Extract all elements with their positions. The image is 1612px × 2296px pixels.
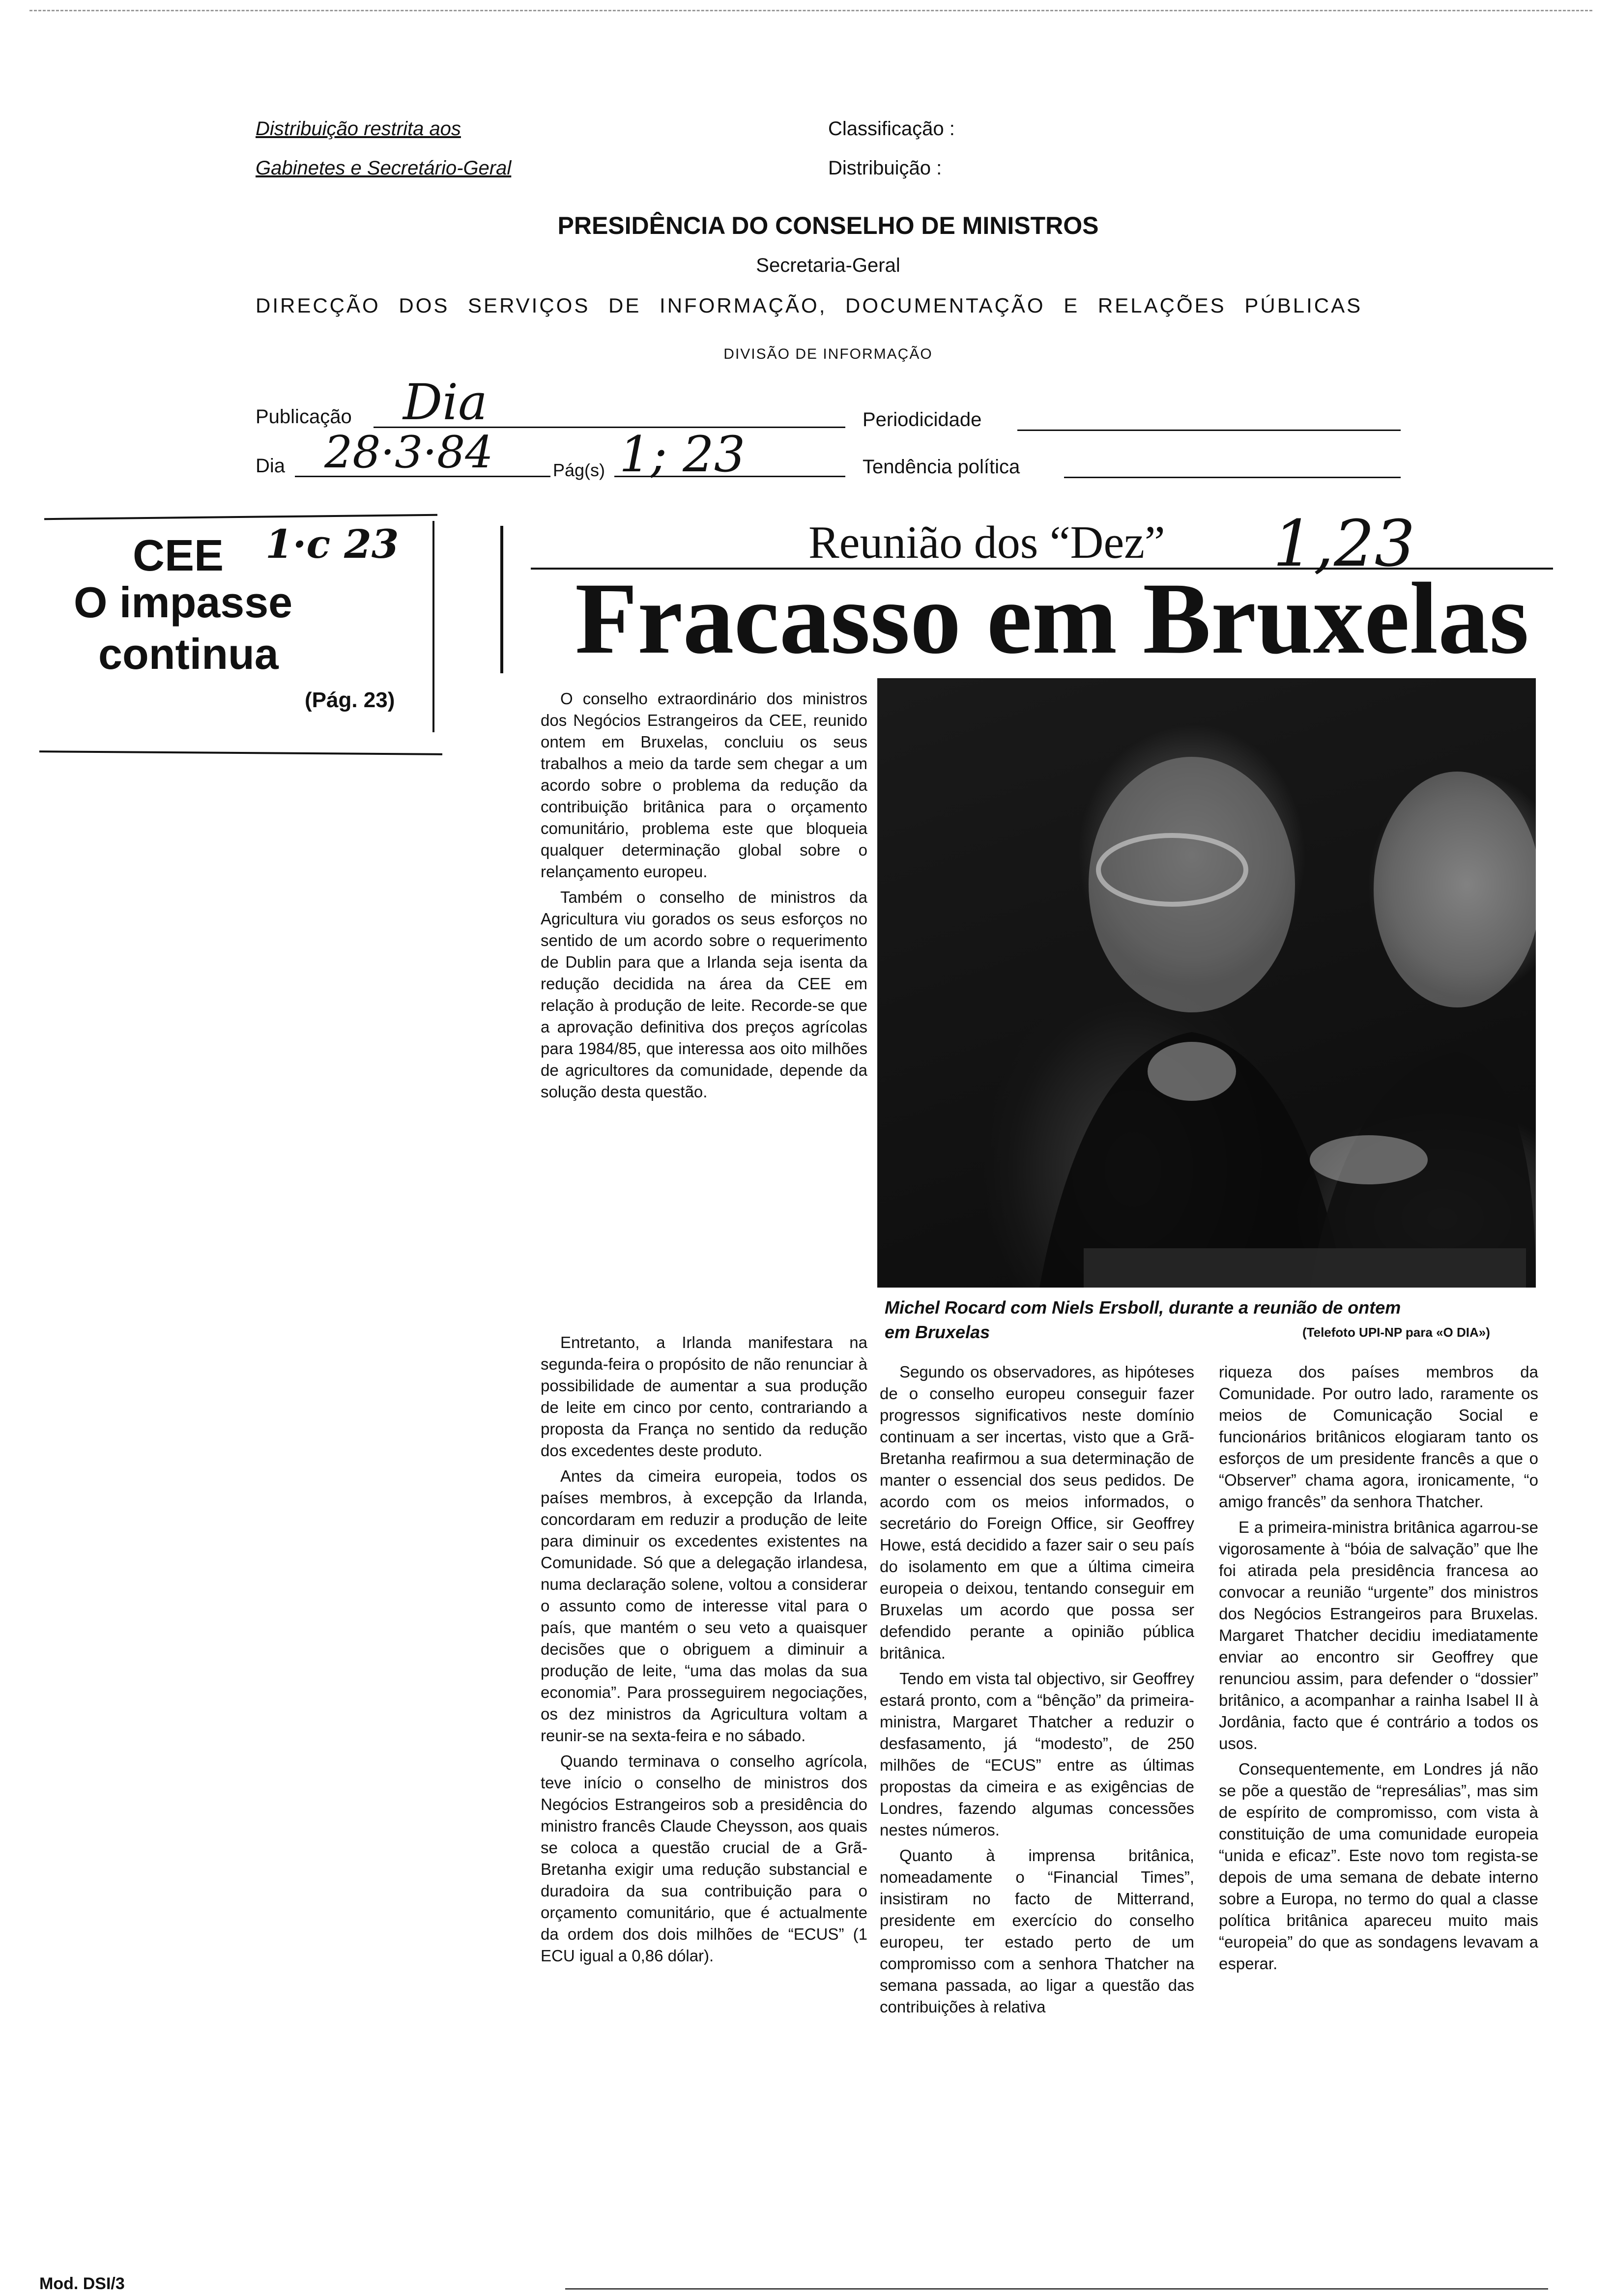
article-left-rule (500, 526, 503, 673)
kicker-hand-note: 1,23 (1273, 506, 1415, 581)
photo-caption-line1: Michel Rocard com Niels Ersboll, durante a reunião de ontem (885, 1297, 1401, 1318)
photo-figures (877, 678, 1536, 1288)
col2-paragraph-3: Quando terminava o conselho agrícola, teve início o conselho de ministros dos Negócios Estrangeiros sob a presidência do ministro francês Claude Cheysson, aos quais se coloca a questão crucial de a Grã-Bretanha exigir uma redução substancial e duradoira da sua contribuição para o orçamento comunitário, que é actualmente da ordem dos dois milhões de “ECUS” (1 ECU igual a 0,86 dólar). (541, 1752, 867, 1965)
sidebar-line1: CEE (133, 531, 224, 580)
article-column-3 (880, 1361, 1194, 2022)
form-code: Mod. DSI/3 (39, 2274, 125, 2293)
directorate: DIRECÇÃO DOS SERVIÇOS DE INFORMAÇÃO, DOCUMENTAÇÃO E RELAÇÕES PÚBLICAS (256, 294, 1363, 317)
bottom-border (565, 2288, 1548, 2290)
pages-value: 1; 23 (619, 426, 746, 483)
sidebar-right-rule (432, 521, 434, 732)
article-column-2 (541, 1332, 867, 1971)
col4-paragraph-3: Consequentemente, em Londres já não se põe a questão de “represálias”, mas sim de espírito de compromisso, com vista à constituição de uma comunidade europeia “unida e eficaz”. Este novo tom regista-se depois de uma semana de debate interno sobre a Europa, no termo do qual a classe política britânica apareceu muito mais “europeia” do que as sondagens levavam a esperar. (1219, 1760, 1538, 1973)
col3-paragraph-3: Quanto à imprensa britânica, nomeadamente o “Financial Times”, insistiram no facto de Mitterrand, presidente em exercício do conselho europeu, ter estado perto de um compromisso com a senhora Thatcher na semana passada, ao ligar a questão das contribuições à relativa (880, 1846, 1194, 2016)
sidebar-line2: O impasse (74, 578, 293, 627)
col3-paragraph-1: Segundo os observadores, as hipóteses de o conselho europeu conseguir fazer progressos significativos neste domínio continuam a ser incertas, visto que a Grã-Bretanha reafirmou a sua determinação de manter o essencial dos seus pedidos. De acordo com os meios informados, o secretário do Foreign Office, sir Geoffrey Howe, está decidido a fazer sair o seu país do isolamento em que a última cimeira europeia o deixou, tentando conseguir em Bruxelas um acordo que possa ser defendido perante a opinião pública britânica. (880, 1363, 1194, 1662)
col4-paragraph-1: riqueza dos países membros da Comunidade. Por outro lado, raramente os meios de Comunicação Social e funcionários britânicos elogiaram tanto os esforços de um presidente francês a que o “Observer” chama agora, ironicamente, “o amigo francês” da senhora Thatcher. (1219, 1363, 1538, 1511)
col4-paragraph-2: E a primeira-ministra britânica agarrou-se vigorosamente à “bóia de salvação” que lhe foi atirada pela presidência francesa ao convocar a reunião “urgente” dos ministros dos Negócios Estrangeiros para Bruxelas. Margaret Thatcher decidiu imediatamente enviar ao encontro sir Geoffrey que renunciou assim, para defender o “dossier” britânico, a acompanhar a rainha Isabel II à Jordânia, facto que é contrário a todos os usos. (1219, 1518, 1538, 1752)
division: DIVISÃO DE INFORMAÇÃO (723, 346, 933, 362)
article-kicker: Reunião dos “Dez” (808, 517, 1165, 568)
periodicity-label: Periodicidade (863, 409, 982, 430)
periodicity-line (1017, 430, 1401, 431)
sidebar-top-rule (44, 514, 437, 520)
tendency-line (1064, 477, 1401, 478)
article-headline: Fracasso em Bruxelas (575, 562, 1529, 675)
distribution-restriction-line1: Distribuição restrita aos (256, 118, 461, 140)
day-label: Dia (256, 455, 286, 477)
photo-credit: (Telefoto UPI-NP para «O DIA») (1302, 1325, 1490, 1340)
org-title: PRESIDÊNCIA DO CONSELHO DE MINISTROS (557, 212, 1099, 239)
distribution-label: Distribuição : (828, 157, 942, 179)
col1-paragraph-2: Também o conselho de ministros da Agricultura viu gorados os seus esforços no sentido de um acordo sobre o requerimento de Dublin para que a Irlanda seja isenta da redução decidida na área da CEE em relação à produção de leite. Recorde-se que a aprovação definitiva dos preços agrícolas para 1984/85, que interessa aos oito milhões de agricultores da comunidade, depende da solução desta questão. (541, 888, 867, 1101)
tendency-label: Tendência política (863, 456, 1020, 478)
classification-label: Classificação : (828, 118, 955, 140)
top-border (29, 10, 1592, 11)
secretariat: Secretaria-Geral (756, 255, 900, 276)
col3-paragraph-2: Tendo em vista tal objectivo, sir Geoffrey estará pronto, com a “bênção” da primeira-ministra, Margaret Thatcher a reduzir o desfasamento, já “modesto”, de 250 milhões de “ECUS” entre as últimas propostas da cimeira e as exigências de Londres, fazendo algumas concessões nestes números. (880, 1669, 1194, 1839)
publication-label: Publicação (256, 406, 352, 428)
publication-value: Dia (403, 373, 488, 431)
day-value: 28·3·84 (324, 427, 493, 478)
sidebar-page-ref: (Pág. 23) (305, 688, 395, 712)
sidebar-box (44, 521, 432, 752)
sidebar-line3: continua (98, 630, 279, 678)
news-photo (877, 678, 1536, 1288)
article-column-1 (541, 688, 867, 1107)
photo-caption-line2: em Bruxelas (885, 1322, 990, 1342)
col2-paragraph-1: Entretanto, a Irlanda manifestara na segunda-feira o propósito de não renunciar à possibilidade de aumentar a sua produção de leite em cinco por cento, contrariando a proposta da França no sentido da redução dos excedentes deste produto. (541, 1333, 867, 1460)
col1-paragraph-1: O conselho extraordinário dos ministros dos Negócios Estrangeiros da CEE, reunido ontem em Bruxelas, concluiu os seus trabalhos a meio da tarde sem chegar a um acordo sobre o problema da redução da contribuição britânica para o orçamento comunitário, problema este que bloqueia qualquer determinação global sobre o relançamento europeu. (541, 689, 867, 881)
pages-label: Pág(s) (553, 460, 605, 480)
col2-paragraph-2: Antes da cimeira europeia, todos os países membros, à excepção da Irlanda, concordaram em reduzir a produção de leite para diminuir os excedentes existentes na Comunidade. Só que a delegação irlandesa, numa declaração solene, voltou a considerar o assunto como de interesse vital para o país, que mantém o seu veto a quaisquer decisões que o obriguem a diminuir a produção de leite, “uma das molas da sua economia”. Para prosseguirem negociações, os dez ministros da Agricultura voltam a reunir-se na sexta-feira e no sábado. (541, 1467, 867, 1745)
sidebar-hand-note: 1·c 23 (265, 521, 399, 567)
distribution-restriction-line2: Gabinetes e Secretário-Geral (256, 157, 512, 179)
article-column-4 (1219, 1361, 1538, 1979)
